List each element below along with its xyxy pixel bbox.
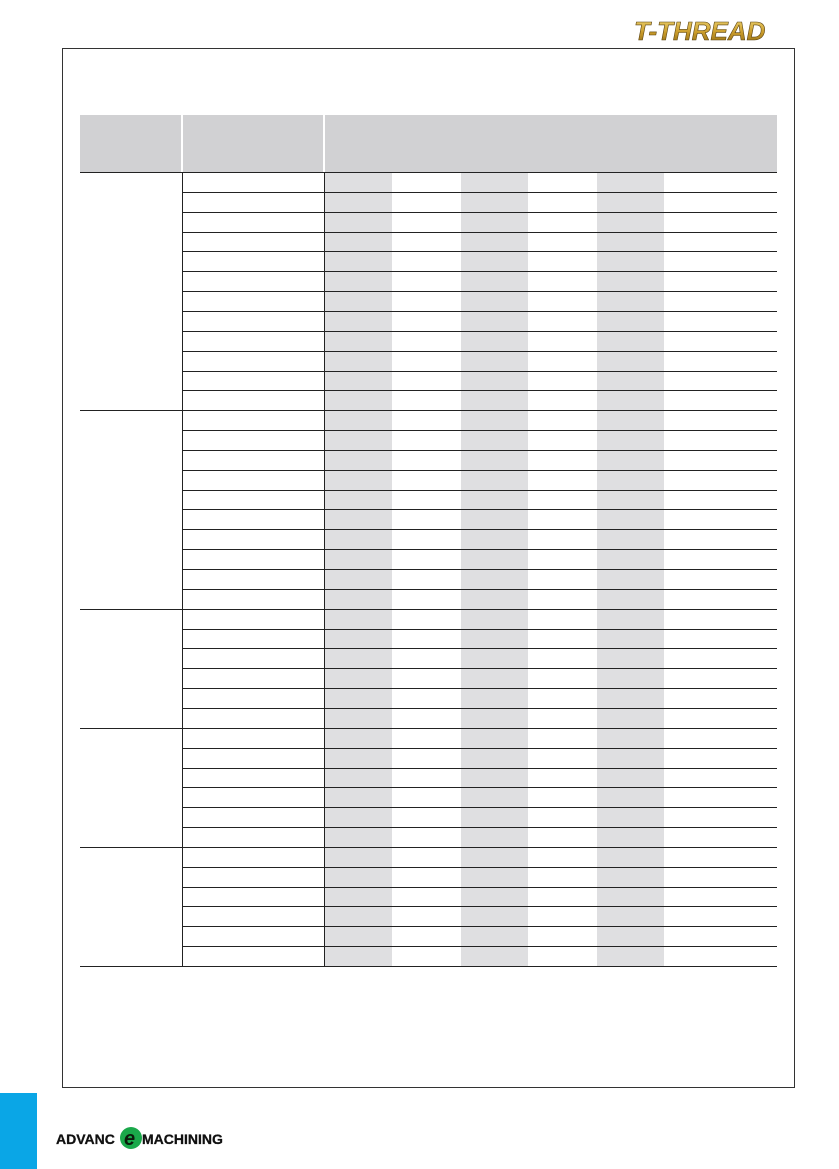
row-divider [183, 946, 777, 947]
row-divider [183, 787, 777, 788]
row-divider [183, 232, 777, 233]
page-edge-tab [0, 1093, 37, 1169]
group-divider [80, 609, 777, 610]
row-divider [183, 351, 777, 352]
table-header-col-1 [80, 115, 181, 172]
row-divider [183, 390, 777, 391]
logo-text-e: e [124, 1128, 136, 1150]
table-header-col-2 [183, 115, 323, 172]
row-divider [183, 708, 777, 709]
table-header-col-3 [325, 115, 777, 172]
row-divider [183, 470, 777, 471]
row-divider [183, 291, 777, 292]
row-divider [183, 251, 777, 252]
row-divider [183, 331, 777, 332]
row-divider [183, 271, 777, 272]
row-divider [183, 529, 777, 530]
row-divider [183, 648, 777, 649]
row-divider [183, 569, 777, 570]
row-divider [183, 490, 777, 491]
row-divider [183, 450, 777, 451]
row-divider [183, 311, 777, 312]
row-divider [183, 906, 777, 907]
group-divider [80, 966, 777, 967]
row-divider [183, 371, 777, 372]
advance-machining-logo [56, 1124, 231, 1152]
row-divider [183, 192, 777, 193]
group-divider [80, 728, 777, 729]
row-divider [183, 867, 777, 868]
logo-text-right: MACHINING [142, 1131, 223, 1147]
row-divider [183, 430, 777, 431]
brand-logo [630, 14, 800, 46]
row-divider [183, 748, 777, 749]
row-divider [183, 509, 777, 510]
data-table [80, 115, 777, 967]
row-divider [183, 549, 777, 550]
logo-text-left: ADVANC [56, 1131, 115, 1147]
row-divider [183, 589, 777, 590]
row-divider [183, 688, 777, 689]
group-divider [80, 172, 777, 173]
row-divider [183, 887, 777, 888]
group-divider [80, 847, 777, 848]
row-divider [183, 807, 777, 808]
row-divider [183, 768, 777, 769]
row-divider [183, 926, 777, 927]
row-divider [183, 212, 777, 213]
row-divider [183, 668, 777, 669]
brand-logo-text: T-THREAD [634, 16, 766, 46]
group-divider [80, 410, 777, 411]
row-divider [183, 629, 777, 630]
row-divider [183, 827, 777, 828]
